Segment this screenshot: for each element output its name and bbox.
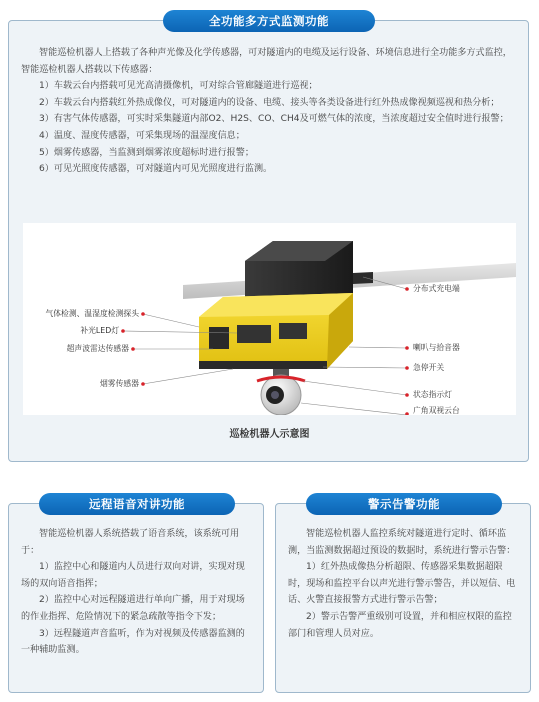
monitoring-item-2: 2）车载云台内搭载红外热成像仪，可对隧道内的设备、电缆、接头等各类设备进行红外热成像视频巡视和热分析；	[39, 97, 500, 108]
monitoring-item-1: 1）车载云台内搭载可见光高清摄像机，可对综合管廊隧道进行巡视；	[39, 81, 318, 92]
monitoring-intro: 智能巡检机器人上搭载了各种声光像及化学传感器，可对隧道内的电缆及运行设备、环境信息进行全功能多方式监控，智能巡检机器人搭载以下传感器：	[21, 48, 512, 75]
monitoring-item-4: 4）温度、湿度传感器，可采集现场的温湿度信息；	[39, 130, 245, 141]
monitoring-item-5: 5）烟雾传感器，当监测到烟雾浓度超标时进行报警；	[39, 147, 254, 158]
figure-caption: 巡检机器人示意图	[229, 429, 310, 440]
voice-item-1: 1）监控中心和隧道内人员进行双向对讲，实现对现场的双向语音指挥；	[21, 562, 245, 589]
label-speaker-mic: 喇叭与拾音器	[413, 343, 460, 352]
label-emergency-stop: 急停开关	[413, 363, 445, 372]
section-title-voice: 远程语音对讲功能	[39, 493, 235, 515]
led-light	[279, 323, 307, 339]
monitoring-item-6: 6）可见光照度传感器，可对隧道内可见光照度进行监测。	[39, 164, 273, 175]
alarm-item-1: 1）红外热成像热分析超限、传感器采集数据超限时，现场和监控平台以声光进行警示警告，并以短信、电话、火警直接报警方式进行警示告警；	[288, 562, 516, 606]
alarm-item-2: 2）警示告警严重级别可设置，并和相应权限的监控部门和管理人员对应。	[288, 611, 512, 639]
voice-item-2: 2）监控中心对远程隧道进行单向广播，用于对现场的作业指挥、危险情况下的紧急疏散等指令下发；	[21, 595, 245, 622]
monitoring-item-3: 3）有害气体传感器，可实时采集隧道内部O2、H2S、CO、CH4及可燃气体的浓度，当浓度超过安全值时进行报警；	[39, 114, 509, 125]
alarm-intro: 智能巡检机器人监控系统对隧道进行定时、循环监测，当监测数据超过预设的数据时，系统进行警示告警：	[288, 529, 516, 556]
voice-description	[21, 526, 253, 659]
robot-diagram	[23, 223, 516, 415]
section-title-alarm: 警示告警功能	[306, 493, 502, 515]
voice-item-3: 3）远程隧道声音监听，作为对视频及传感器监测的一种辅助监测。	[21, 628, 245, 656]
monitoring-description	[21, 45, 519, 178]
robot-illustration	[23, 223, 516, 415]
alarm-description	[288, 526, 520, 642]
label-smoke-sensor: 烟雾传感器	[100, 379, 139, 388]
label-charging-end: 分布式充电端	[413, 284, 460, 293]
label-ultrasonic-radar: 超声波雷达传感器	[66, 344, 129, 353]
label-led-light: 补光LED灯	[80, 326, 119, 335]
fan-vent	[209, 327, 229, 349]
full-function-monitoring-panel	[8, 14, 529, 462]
label-dual-view-gimbal: 广角双视云台	[413, 406, 460, 415]
sensor-probe	[237, 325, 271, 343]
section-title-monitoring: 全功能多方式监测功能	[163, 10, 375, 32]
voice-intro: 智能巡检机器人系统搭载了语音系统，该系统可用于：	[21, 529, 240, 556]
label-status-light: 状态指示灯	[413, 390, 452, 399]
alarm-panel	[275, 497, 531, 693]
voice-intercom-panel	[8, 497, 264, 693]
label-gas-temp-probe: 气体检测、温湿度检测探头	[45, 309, 139, 318]
charging-contact	[353, 272, 373, 284]
